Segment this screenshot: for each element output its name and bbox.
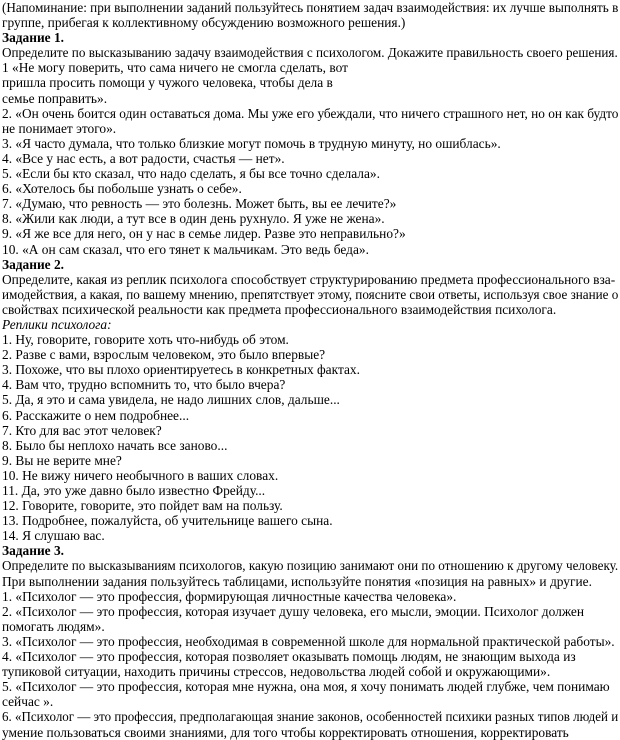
text-line: Определите по высказываниям психологов, какую позицию занимают они по отношению к другому человеку. <box>2 558 619 574</box>
document-body <box>2 0 618 740</box>
section-heading: Задание 3. <box>2 543 64 559</box>
text-line: 3. «Психолог — это профессия, необходимая в современной школе для нормальной практической работы». <box>2 633 615 649</box>
text-line: семье поправить». <box>2 90 108 106</box>
text-line: 4. «Психолог — это профессия, которая позволяет оказывать помощь людям, не знающим выхода из <box>2 649 576 665</box>
text-line: 9. Вы не верите мне? <box>2 452 122 468</box>
text-line: 5. «Если бы кто сказал, что надо сделать, я бы все точно сделала». <box>2 166 380 182</box>
text-line: 8. Было бы неплохо начать все заново... <box>2 437 228 453</box>
text-line: Определите по высказыванию задачу взаимодействия с психологом. Докажите правильность своего решения. <box>2 45 618 61</box>
text-line: группе, прибегая к коллективному обсуждению возможного решения.) <box>2 15 406 31</box>
text-line: 13. Подробнее, пожалуйста, об учительнице вашего сына. <box>2 513 333 529</box>
text-line: 5. «Психолог — это профессия, которая мне нужна, она моя, я хочу понимать людей глубже, чем понимаю <box>2 679 610 695</box>
text-line: не понимает этого». <box>2 120 117 136</box>
text-line: помогать людям». <box>2 618 105 634</box>
text-line: 3. Похоже, что вы плохо ориентируетесь в конкретных фактах. <box>2 362 360 378</box>
text-line: 10. «А он сам сказал, что его тянет к мальчикам. Это ведь беда». <box>2 241 369 257</box>
text-line: 2. «Он очень боится один оставаться дома. Мы уже его убеждали, что ничего страшного нет, но он как будто <box>2 105 619 121</box>
text-line: 1 «Не могу поверить, что сама ничего не смогла сделать, вот <box>2 60 348 76</box>
text-line: 11. Да, это уже давно было известно Фрейду... <box>2 483 266 498</box>
text-line: 1. «Психолог — это профессия, формирующая личностные качества человека». <box>2 588 457 604</box>
text-line: 5. Да, я это и сама увидела, не надо лишних слов, дальше... <box>2 392 340 408</box>
text-line: пришла просить помощи у чужого человека, чтобы дела в <box>2 75 333 91</box>
text-line: 12. Говорите, говорите, это пойдет вам на пользу. <box>2 498 283 514</box>
text-line: 4. Вам что, трудно вспомнить то, что было вчера? <box>2 377 286 393</box>
section-heading: Задание 2. <box>2 256 64 272</box>
text-line: 8. «Жили как люди, а тут все в один день рухнуло. Я уже не жена». <box>2 211 385 227</box>
text-line: Определите, какая из реплик психолога способствует структурированию предмета профессионального вза- <box>2 271 616 287</box>
text-line: 6. «Хотелось бы побольше узнать о себе». <box>2 181 242 197</box>
text-line: 6. «Психолог — это профессия, предполагающая знание законов, особенностей психики разных типов людей и <box>2 709 619 725</box>
text-line: (Напоминание: при выполнении заданий пользуйтесь понятием задач взаимодействия: их лучше выполнять в <box>2 0 619 15</box>
text-line: 4. «Все у нас есть, а вот радости, счастья — нет». <box>2 150 285 166</box>
text-line: 6. Расскажите о нем подробнее... <box>2 407 190 423</box>
text-line: сейчас ». <box>2 694 54 710</box>
text-line: умение пользоваться своими знаниями, для того чтобы корректировать отношения, корректировать <box>2 724 569 740</box>
text-line: имодействия, а какая, по вашему мнению, препятствует этому, поясните свои ответы, используя свое знание о <box>2 286 619 302</box>
section-heading: Задание 1. <box>2 30 64 46</box>
text-line: тупиковой ситуации, находить причины стрессов, недовольства людей собой и окружающими». <box>2 664 551 680</box>
text-line: 14. Я слушаю вас. <box>2 528 105 544</box>
text-line: 3. «Я часто думала, что только близкие могут помочь в трудную минуту, но ошиблась». <box>2 135 501 151</box>
text-line: свойствах психической реальности как предмета профессионального взаимодействия психолога. <box>2 301 557 317</box>
text-line: 1. Ну, говорите, говорите хоть что-нибудь об этом. <box>2 332 289 348</box>
text-line: 7. «Думаю, что ревность — это болезнь. Может быть, вы ее лечите?» <box>2 196 397 212</box>
text-line: При выполнении задания пользуйтесь таблицами, используйте понятия «позиция на равных» и другие. <box>2 573 592 589</box>
text-line: 7. Кто для вас этот человек? <box>2 422 162 438</box>
text-line: 2. «Психолог — это профессия, которая изучает душу человека, его мысли, эмоции. Психолог должен <box>2 603 584 619</box>
subheading: Реплики психолога: <box>2 316 112 332</box>
text-line: 10. Не вижу ничего необычного в ваших словах. <box>2 467 279 483</box>
text-line: 2. Разве с вами, взрослым человеком, это было впервые? <box>2 347 326 363</box>
text-line: 9. «Я же все для него, он у нас в семье лидер. Разве это неправильно?» <box>2 226 406 242</box>
